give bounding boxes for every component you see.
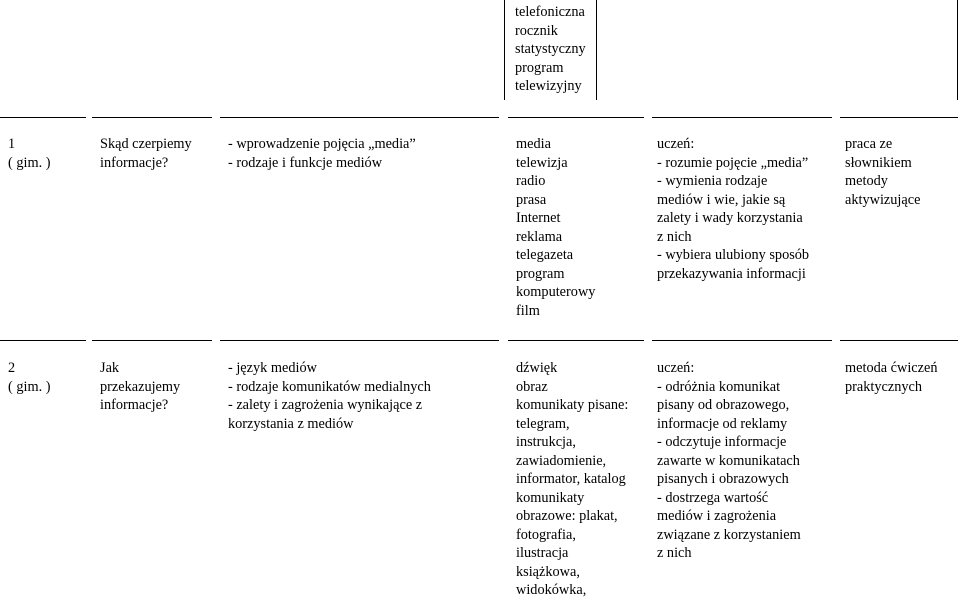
row-separator [652,340,832,341]
column-separator [504,0,505,100]
row-separator [0,340,86,341]
topic-cell: Jak przekazujemy informacje? [100,360,181,413]
row-separator [840,340,958,341]
row-separator [220,340,499,341]
row-separator [220,117,499,118]
content-cell: - język mediów - rodzaje komunikatów medialnych - zalety i zagrożenia wynikające z korzystania z mediów [228,360,431,432]
content-cell: - wprowadzenie pojęcia „media” - rodzaje i funkcje mediów [228,136,416,171]
row-separator [0,117,86,118]
row-separator [92,340,212,341]
materials-cell-continued: telefoniczna rocznik statystyczny program telewizyjny [515,4,586,94]
methods-cell: praca ze słownikiem metody aktywizujące [845,136,921,208]
row-separator [508,117,644,118]
column-separator [957,0,958,100]
outcomes-cell: uczeń: - rozumie pojęcie „media” - wymienia rodzaje mediów i wie, jakie są zalety i wady korzystania z nich - wybiera ulubiony sposób przekazywania informacji [657,136,810,282]
row-separator [508,340,644,341]
row-separator [92,117,212,118]
row-separator [840,117,958,118]
outcomes-cell: uczeń: - odróżnia komunikat pisany od obrazowego, informacje od reklamy - odczytuje informacje zawarte w komunikatach pisanych i obrazowych - dostrzega wartość mediów i zagrożenia związane z korzystaniem z nich [657,360,801,561]
lesson-number-cell: 2 ( gim. ) [8,360,51,395]
methods-cell: metoda ćwiczeń praktycznych [845,360,938,395]
topic-cell: Skąd czerpiemy informacje? [100,136,192,171]
materials-cell: media telewizja radio prasa Internet reklama telegazeta program komputerowy film [516,136,596,319]
lesson-number-cell: 1 ( gim. ) [8,136,51,171]
row-separator [652,117,832,118]
materials-cell: dźwięk obraz komunikaty pisane: telegram, instrukcja, zawiadomienie, informator, katalog komunikaty obrazowe: plakat, fotografia, ilustracja książkowa, widokówka, [516,360,629,598]
